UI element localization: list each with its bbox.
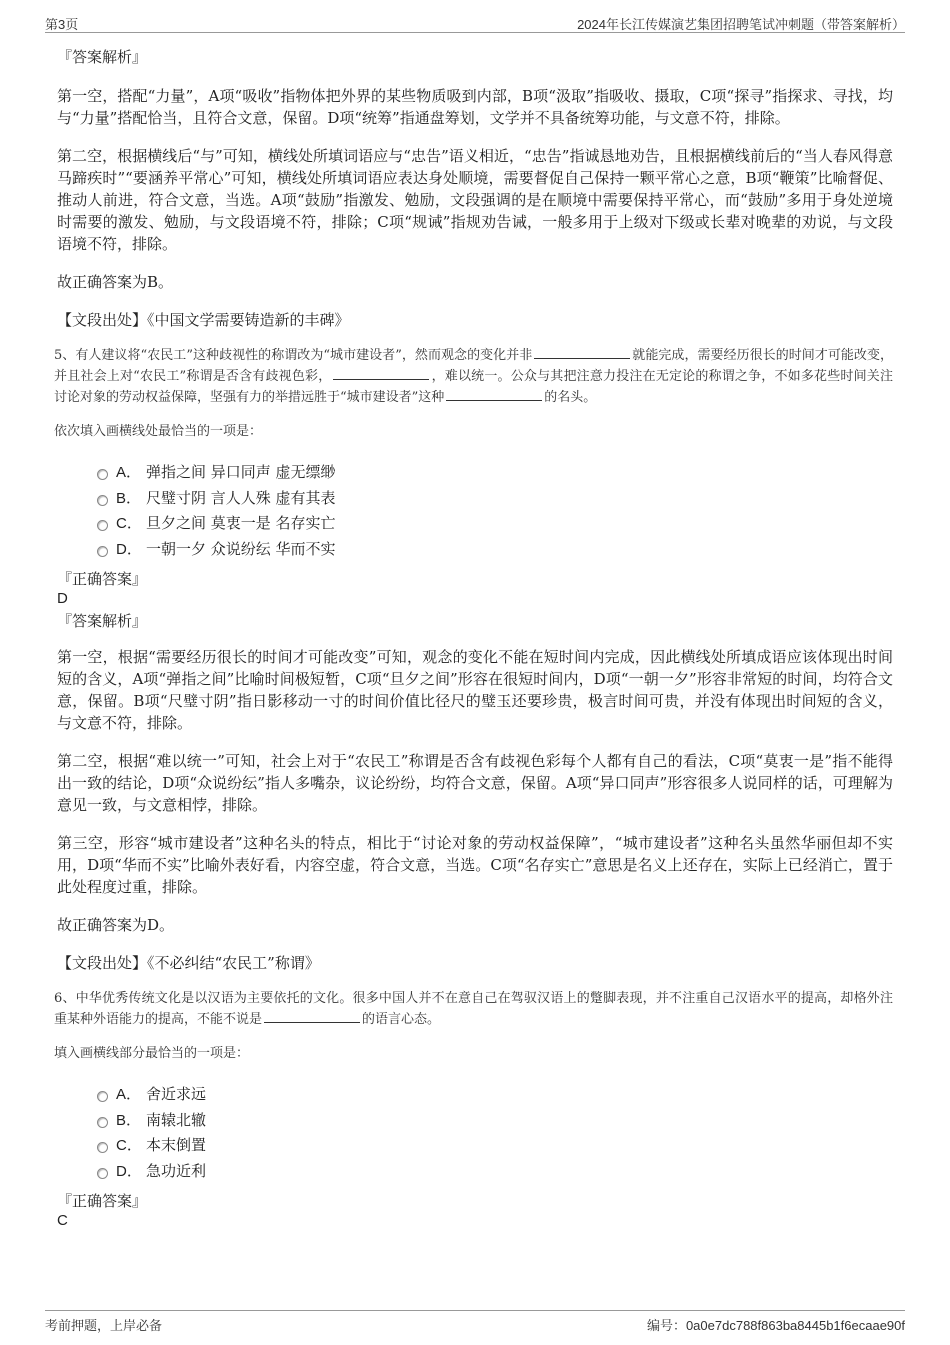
option-c[interactable] [97, 511, 893, 537]
question-instruction: 依次填入画横线处最恰当的一项是： [54, 424, 263, 439]
correct-answer-label: 『正确答案』 [57, 570, 148, 588]
option-a[interactable] [97, 460, 893, 486]
option-b[interactable] [97, 1108, 893, 1134]
question-text: 6、中华优秀传统文化是以汉语为主要依托的文化。很多中国人并不在意自己在驾驭汉语上的蹩脚表现，并不注重自己汉语水平的提高，却格外注重某种外语能力的提高，不能不说是 [54, 991, 893, 1027]
page-footer [45, 1310, 905, 1333]
footer-slogan: 考前押题，上岸必备 [45, 1318, 163, 1333]
fill-blank [333, 366, 429, 380]
correct-answer-label: 『正确答案』 [57, 1192, 148, 1210]
correct-answer: C [57, 1212, 68, 1229]
option-list [97, 460, 893, 562]
question-text: 的语言心态。 [362, 1012, 441, 1027]
fill-blank [534, 345, 630, 359]
radio-icon[interactable] [97, 1117, 108, 1128]
option-letter: A． [116, 464, 142, 482]
question-text: ，难以统一。公众与其把注意力投注在无定论的称谓之争，不如多花些时间关注讨论对象的劳动权益保障，坚强有力的举措远胜于“城市建设者”这种 [54, 369, 893, 405]
conclusion: 故正确答案为B。 [57, 273, 174, 291]
option-d[interactable] [97, 1159, 893, 1185]
page-header [45, 12, 905, 33]
radio-icon[interactable] [97, 546, 108, 557]
option-letter: D． [116, 540, 142, 558]
option-d[interactable] [97, 537, 893, 563]
analysis-paragraph: 第二空，根据“难以统一”可知，社会上对于“农民工”称谓是否含有歧视色彩每个人都有自己的看法，C项“莫衷一是”指不能得出一致的结论，D项“众说纷纭”指人多嘴杂，议论纷纷，均符合文意，保留。A项“异口同声”形容很多人说同样的话，可理解为意见一致，与文意相悖，排除。 [57, 752, 893, 814]
analysis-paragraph: 第二空，根据横线后“与”可知，横线处所填词语应与“忠告”语义相近，“忠告”指诚恳地劝告，且根据横线前后的“当人春风得意马蹄疾时”“要涵养平常心”可知，横线处所填词语应表达身处顺境，需要督促自己保持一颗平常心之意，B项“鞭策”比喻督促、推动人前进，符合文意，当选。A项“鼓励”指激发、勉励，文段强调的是在顺境中需要保持平常心，而“鼓励”多用于身处逆境时需要的激发、勉励，与文段语境不符，排除；C项“规诫”指规劝告诫，一般多用于上级对下级或长辈对晚辈的劝说，与文段语境不符，排除。 [57, 147, 893, 253]
fill-blank [446, 387, 542, 401]
analysis-label: 『答案解析』 [57, 48, 148, 66]
page-content [54, 40, 893, 1230]
option-text: 南辕北辙 [146, 1110, 207, 1129]
radio-icon[interactable] [97, 1168, 108, 1179]
document-id: 编号：0a0e7dc788f863ba8445b1f6ecaae90f [646, 1318, 905, 1333]
page-number: 第3页 [45, 17, 79, 32]
radio-icon[interactable] [97, 520, 108, 531]
option-list [97, 1082, 893, 1184]
question-6 [54, 988, 893, 1030]
conclusion: 故正确答案为D。 [57, 916, 175, 934]
option-a[interactable] [97, 1082, 893, 1108]
question-text: 就能完成，需要经历很长的时间才可能改变，并且社会上对“农民工”称谓是否含有歧视色彩， [54, 348, 893, 384]
analysis-paragraph: 第三空，形容“城市建设者”这种名头的特点，相比于“讨论对象的劳动权益保障”，“城市建设者”这种名头虽然华丽但却不实用，D项“华而不实”比喻外表好看，内容空虚，符合文意，当选。C项“名存实亡”意思是名义上还存在，实际上已经消亡，置于此处程度过重，排除。 [57, 834, 893, 896]
radio-icon[interactable] [97, 469, 108, 480]
radio-icon[interactable] [97, 1091, 108, 1102]
option-text: 弹指之间 异口同声 虚无缥缈 [146, 463, 336, 482]
option-text: 一朝一夕 众说纷纭 华而不实 [146, 539, 336, 558]
option-text: 急功近利 [146, 1161, 207, 1180]
question-5 [54, 345, 893, 408]
fill-blank [264, 1009, 360, 1023]
correct-answer: D [57, 590, 68, 607]
source-citation: 【文段出处】《中国文学需要铸造新的丰碑》 [57, 311, 350, 329]
question-instruction: 填入画横线部分最恰当的一项是： [54, 1046, 250, 1061]
option-letter: B． [116, 489, 142, 507]
option-letter: C． [116, 515, 142, 533]
option-c[interactable] [97, 1133, 893, 1159]
radio-icon[interactable] [97, 1142, 108, 1153]
source-citation: 【文段出处】《不必纠结“农民工”称谓》 [57, 954, 320, 972]
radio-icon[interactable] [97, 495, 108, 506]
analysis-paragraph: 第一空，根据“需要经历很长的时间才可能改变”可知，观念的变化不能在短时间内完成，因此横线处所填成语应该体现出时间短的含义，A项“弹指之间”比喻时间极短暂，C项“旦夕之间”形容在很短时间内，D项“一朝一夕”形容非常短的时间，均符合文意，保留。B项“尺璧寸阴”指日影移动一寸的时间价值比径尺的璧玉还要珍贵，极言时间可贵，并没有体现出时间短的含义，与文意不符，排除。 [57, 648, 893, 732]
option-letter: D． [116, 1162, 142, 1180]
option-letter: C． [116, 1137, 142, 1155]
analysis-label: 『答案解析』 [57, 612, 148, 630]
analysis-paragraph: 第一空，搭配“力量”，A项“吸收”指物体把外界的某些物质吸到内部，B项“汲取”指吸收、摄取，C项“探寻”指探求、寻找，均与“力量”搭配恰当，且符合文意，保留。D项“统筹”指通盘筹划，文学并不具备统筹功能，与文意不符，排除。 [57, 87, 893, 127]
option-text: 尺璧寸阴 言人人殊 虚有其表 [146, 488, 336, 507]
option-letter: B． [116, 1111, 142, 1129]
document-title: 2024年长江传媒演艺集团招聘笔试冲刺题（带答案解析） [577, 17, 905, 32]
question-text: 的名头。 [544, 390, 597, 405]
option-text: 旦夕之间 莫衷一是 名存实亡 [146, 514, 336, 533]
option-b[interactable] [97, 486, 893, 512]
question-text: 5、有人建议将“农民工”这种歧视性的称谓改为“城市建设者”，然而观念的变化并非 [54, 348, 533, 363]
option-text: 舍近求远 [146, 1085, 207, 1104]
option-text: 本末倒置 [146, 1136, 207, 1155]
option-letter: A． [116, 1086, 142, 1104]
